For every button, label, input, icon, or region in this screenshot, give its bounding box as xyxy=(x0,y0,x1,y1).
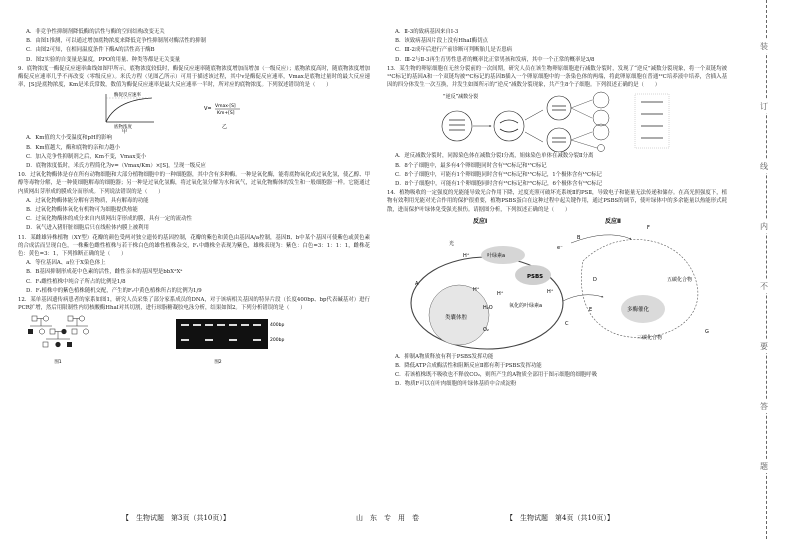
q8-options xyxy=(18,28,370,64)
label-fanying1: 反应Ⅰ xyxy=(473,217,488,225)
option-item: A．Ⅱ-3的致病基因来自Ⅰ-3 xyxy=(395,29,459,35)
label-fanying2: 反应Ⅱ xyxy=(605,217,621,225)
option-item: D．8个子细胞中，可能有1个卵细胞同时含有¹³C标记和¹⁵C标记，6个极体含有¹³C标记 xyxy=(395,181,603,188)
option-item: A．逆反减数分裂时，同源染色体在减数分裂Ⅰ分离，姐妹染色单体在减数分裂Ⅱ分离 xyxy=(395,153,594,160)
q13-figure xyxy=(387,90,727,152)
option-item: C．由图2可知，在相同温度条件下酶A的活性高于酶B xyxy=(26,47,155,54)
label-C: C xyxy=(565,320,569,327)
gel-image xyxy=(176,319,284,365)
q9-figure xyxy=(18,90,370,134)
option-item: A．抑制A物质释放有利于PSBS发挥功能 xyxy=(395,353,494,360)
label-hp3: H⁺ xyxy=(497,290,504,297)
option-item: B．B基因抑制形成花中色素的活性，雌性亲本的基因型是bbXᴬXᵃ xyxy=(26,269,183,276)
pedigree-and-gel xyxy=(18,313,370,369)
option-item: D．底物浓度低时，米氏方程简化为v=（Vmax/Km）×[S]，呈现一级反应 xyxy=(26,163,206,170)
label-hp2: H⁺ xyxy=(473,286,480,293)
graph-xlabel: 底物浓度 xyxy=(114,125,132,131)
option-item: D．图2实验的自变量是温度，PPO的用量、种类等都是无关变量 xyxy=(26,56,181,63)
q12-stem: 12．某单基因遗传病患者的家系如图1，研究人员采集了部分家系成员的DNA，对于该病相关基因的特异片段（长度400bp、bp代表碱基对）进行PCR扩增，然后用限制性内切核酸酶HhaⅠ对其切割，进行琼脂糖凝胶电泳分析，结果如图2。下列分析错误的是（ ） xyxy=(18,297,370,312)
caption-jia: 甲 xyxy=(122,129,128,135)
binding-dashed-line xyxy=(766,0,767,539)
label-A: A xyxy=(415,280,419,287)
caption-yi: 乙 xyxy=(222,124,228,131)
q14-options xyxy=(387,353,727,389)
binding-char: 订 xyxy=(760,102,768,111)
binding-char: 装 xyxy=(760,42,768,51)
option-item: A．非竞争性抑制剂降低酶的活性与酶的空间结构改变无关 xyxy=(26,29,165,35)
option-item: A．Km值的大小受温度和pH的影响 xyxy=(26,135,112,142)
option-item: B．该致病基因片段上没有HhaⅠ酶切点 xyxy=(395,38,488,45)
label-c3: 三碳化合物 xyxy=(637,334,663,341)
label-leiti: 类囊体腔 xyxy=(445,314,468,321)
eq-lhs: V= xyxy=(204,106,212,113)
binding-margin xyxy=(738,0,794,539)
label-oxi: 氧化的叶绿素a xyxy=(509,302,543,309)
left-column xyxy=(18,28,370,369)
option-item: C．F₁雌性植株中纯合子所占的比例是1/8 xyxy=(26,278,126,285)
q12-figures xyxy=(18,313,370,369)
label-F: F xyxy=(647,224,650,231)
kinetics-graph xyxy=(18,90,370,134)
pedigree-chart xyxy=(28,316,89,365)
option-item: A．等位基因A、a位于X染色体上 xyxy=(26,260,106,267)
fig2-caption: 图2 xyxy=(214,360,222,366)
q13-stem: 13．某生物的卵原细胞在无丝分裂前的一次间期，研究人员在该生物卵原细胞进行减数分裂时，发现了“逆反”减数分裂现象，将一个双链均被¹³C标记的基因A和一个双链均被¹⁵C标记的基因B插入一个卵原细胞中的一条染色体的两端，将此卵原细胞在普通¹²C培养液中培养，含插入基因的四分体发生一次互换，并发生如图所示的“逆反”减数分裂现象，共产生8个子细胞。下列叙述正确的是（ ） xyxy=(387,65,727,89)
option-item: C．Ⅲ-2成年后进行产前诊断可判断胎儿是否患病 xyxy=(395,47,512,54)
label-hp1: H⁺ xyxy=(463,252,470,259)
label-psbs: PSBS xyxy=(527,273,544,280)
q9-stem: 9．底物浓度一酶促反应速率曲线如图甲所示，底物浓度较低时，酶促反应速率随底物浓度增加而增加（一级反应）；底物浓度高时，随底物浓度增加酶促反应速率几乎不再改变（零级反应）。米氏方程（见图乙所示）可用于描述该过程，其中v是酶促反应速率，Vmax是底物过量时的最大反应速率，[S]是底物浓度，Km是米氏常数，数值为酶促反应速率是最大反应速率一半时，所对应的底物浓度。下列叙述错误的是（ ） xyxy=(18,65,370,89)
mm-curve xyxy=(106,98,152,122)
q11-options xyxy=(18,259,370,295)
option-item: C．8个子细胞中，可能有1个卵细胞同时含有¹³C标记和¹⁵C标记，1个极体含有¹⁵C标记 xyxy=(395,171,602,178)
graph-ylabel: 酶促反应速率 xyxy=(114,93,141,99)
label-c5: 五碳化合物 xyxy=(667,276,693,283)
binding-char: 线 xyxy=(760,162,768,171)
label-E: E xyxy=(589,306,593,313)
footer-left: 【 生物试题 第3页（共10页）】 xyxy=(122,514,230,522)
option-item: C．若该植株既不吸收也不释放CO₂，则所产生的A物质全部用于图示细胞的细胞呼吸 xyxy=(395,372,598,379)
option-item: B．8个子细胞中，最多有4个卵细胞同时含有¹³C标记和¹⁵C标记 xyxy=(395,162,547,169)
q14-stem: 14．植物吸收的一定强度的光能能导致光合作用下降，过度光照可破坏光系统Ⅱ的PSⅡ，导致电子和能量无法传递和储存。在高光照强度下，植物有效利用光能对光合作用的保护很重要，植物PSBS蛋白在这种过程中起关键作用，通过PSBS的调节，使叶绿体中的多余能量以热能形式耗散，进而保护叶绿体免受强光损伤。请据图分析，下列叙述正确的是（ ） xyxy=(387,190,727,213)
binding-char: 内 xyxy=(760,222,768,231)
label-h2o: H₂O xyxy=(483,304,493,311)
fig1-caption: 图1 xyxy=(54,360,62,366)
footer-center: 山 东 专 用 卷 xyxy=(356,514,419,522)
label-hp4: H⁺ xyxy=(547,288,554,295)
nirfan-title: “逆反”减数分裂 xyxy=(443,94,479,101)
binding-char: 要 xyxy=(760,342,768,351)
gel-200bp: 200bp xyxy=(270,338,285,344)
option-item: D．F₁植株中的紫色植株随机交配，产生的F₂中黄色植株所占的比例为1/9 xyxy=(26,287,202,294)
mother-cell xyxy=(442,111,472,141)
q14-figure xyxy=(387,215,727,353)
q10-options xyxy=(18,197,370,233)
eq-num: Vmax·[S] xyxy=(215,104,236,110)
option-item: D．氧气进入猪肝脏细胞后只在线粒体内膜上被利用 xyxy=(26,225,149,232)
option-item: C．过氧化物酶体的成分来自内质网出芽形成的膜，具有一定的流动性 xyxy=(26,216,192,223)
label-e: e⁻ xyxy=(557,244,563,251)
q10-stem: 10．过氧化物酶体是存在所有动物细胞和大部分植物细胞中的一种细胞器，其中含有多种酶。一种是氧化酶，能将底物氧化成过氧化氢，使乙醇、甲醇等毒物分解，是一种使细胞解毒的细胞器；另一种是过氧化氢酶，将过氧化氢分解为水和氧气，过氧化物酶体的发生和一般细胞器一样。它能通过内质网出芽形成的膜成分而形成。下列说法错误的是（ ） xyxy=(18,172,370,195)
label-yeluti: 叶绿素a xyxy=(487,252,506,259)
gel-400bp: 400bp xyxy=(270,323,285,329)
option-item: A．过氧化物酶体能分解有害物质，具有解毒的功能 xyxy=(26,197,149,204)
label-guang: 光 xyxy=(449,240,455,247)
q11-stem: 11．某雌雄异株植物（XY型）花瓣的颜色受两对独立遗传的基因控制，花瓣的紫色和黄色由基因A/a控制，基因B、b中某个基因可使紫色或黄色素的合成活而呈现白色，一株紫色雌性植株与若干株白色的雄性植株杂交，F₁中雌株全表现为紫色，雄株表现为：紫色：白色=3：1：1：1，雌株花色：黄色=3：1，下列推断正确的是（ ） xyxy=(18,234,370,258)
footer-right: 【 生物试题 第4页（共10页）】 xyxy=(506,514,614,522)
reverse-meiosis-diagram xyxy=(387,90,727,152)
q9-options xyxy=(18,134,370,170)
option-item: D．物质F可以在叶肉细胞的叶绿体基质中合成淀粉 xyxy=(395,381,517,388)
q13-options xyxy=(387,152,727,188)
label-o2: O₂ xyxy=(483,326,489,333)
option-item: B．过氧化物酶体氧化有机物可为细胞提供热能 xyxy=(26,207,138,214)
option-item: C．加入竞争性抑制剂之后，Km不变，Vmax变小 xyxy=(26,153,147,160)
eq-den: Km+[S] xyxy=(217,111,235,117)
option-item: B．Km值越大，酶和底物的亲和力越小 xyxy=(26,144,120,151)
q12-options xyxy=(387,28,727,64)
label-G: G xyxy=(705,328,709,335)
label-D: D xyxy=(593,276,597,283)
label-duo: 多酶催化 xyxy=(627,306,650,313)
binding-char: 答 xyxy=(760,402,768,411)
option-item: B．降低ATP合成酶活性和阻断反应Ⅱ都有利于PSBS发挥功能 xyxy=(395,363,542,370)
label-B: B xyxy=(577,234,581,241)
binding-char: 题 xyxy=(760,462,768,471)
binding-char: 不 xyxy=(760,282,768,291)
option-item: D．Ⅲ-2与Ⅱ-3再生育男性患者的概率比正常男孩和发病，其中一个正常的概率是3/8 xyxy=(395,56,595,63)
calvin-cycle xyxy=(581,239,698,337)
option-item: B．由图1推测，可以通过增加底物浓度来降低竞争性抑制剂对酶活性的抑制 xyxy=(26,38,206,45)
right-column xyxy=(387,28,727,390)
photosynthesis-diagram xyxy=(387,215,727,353)
